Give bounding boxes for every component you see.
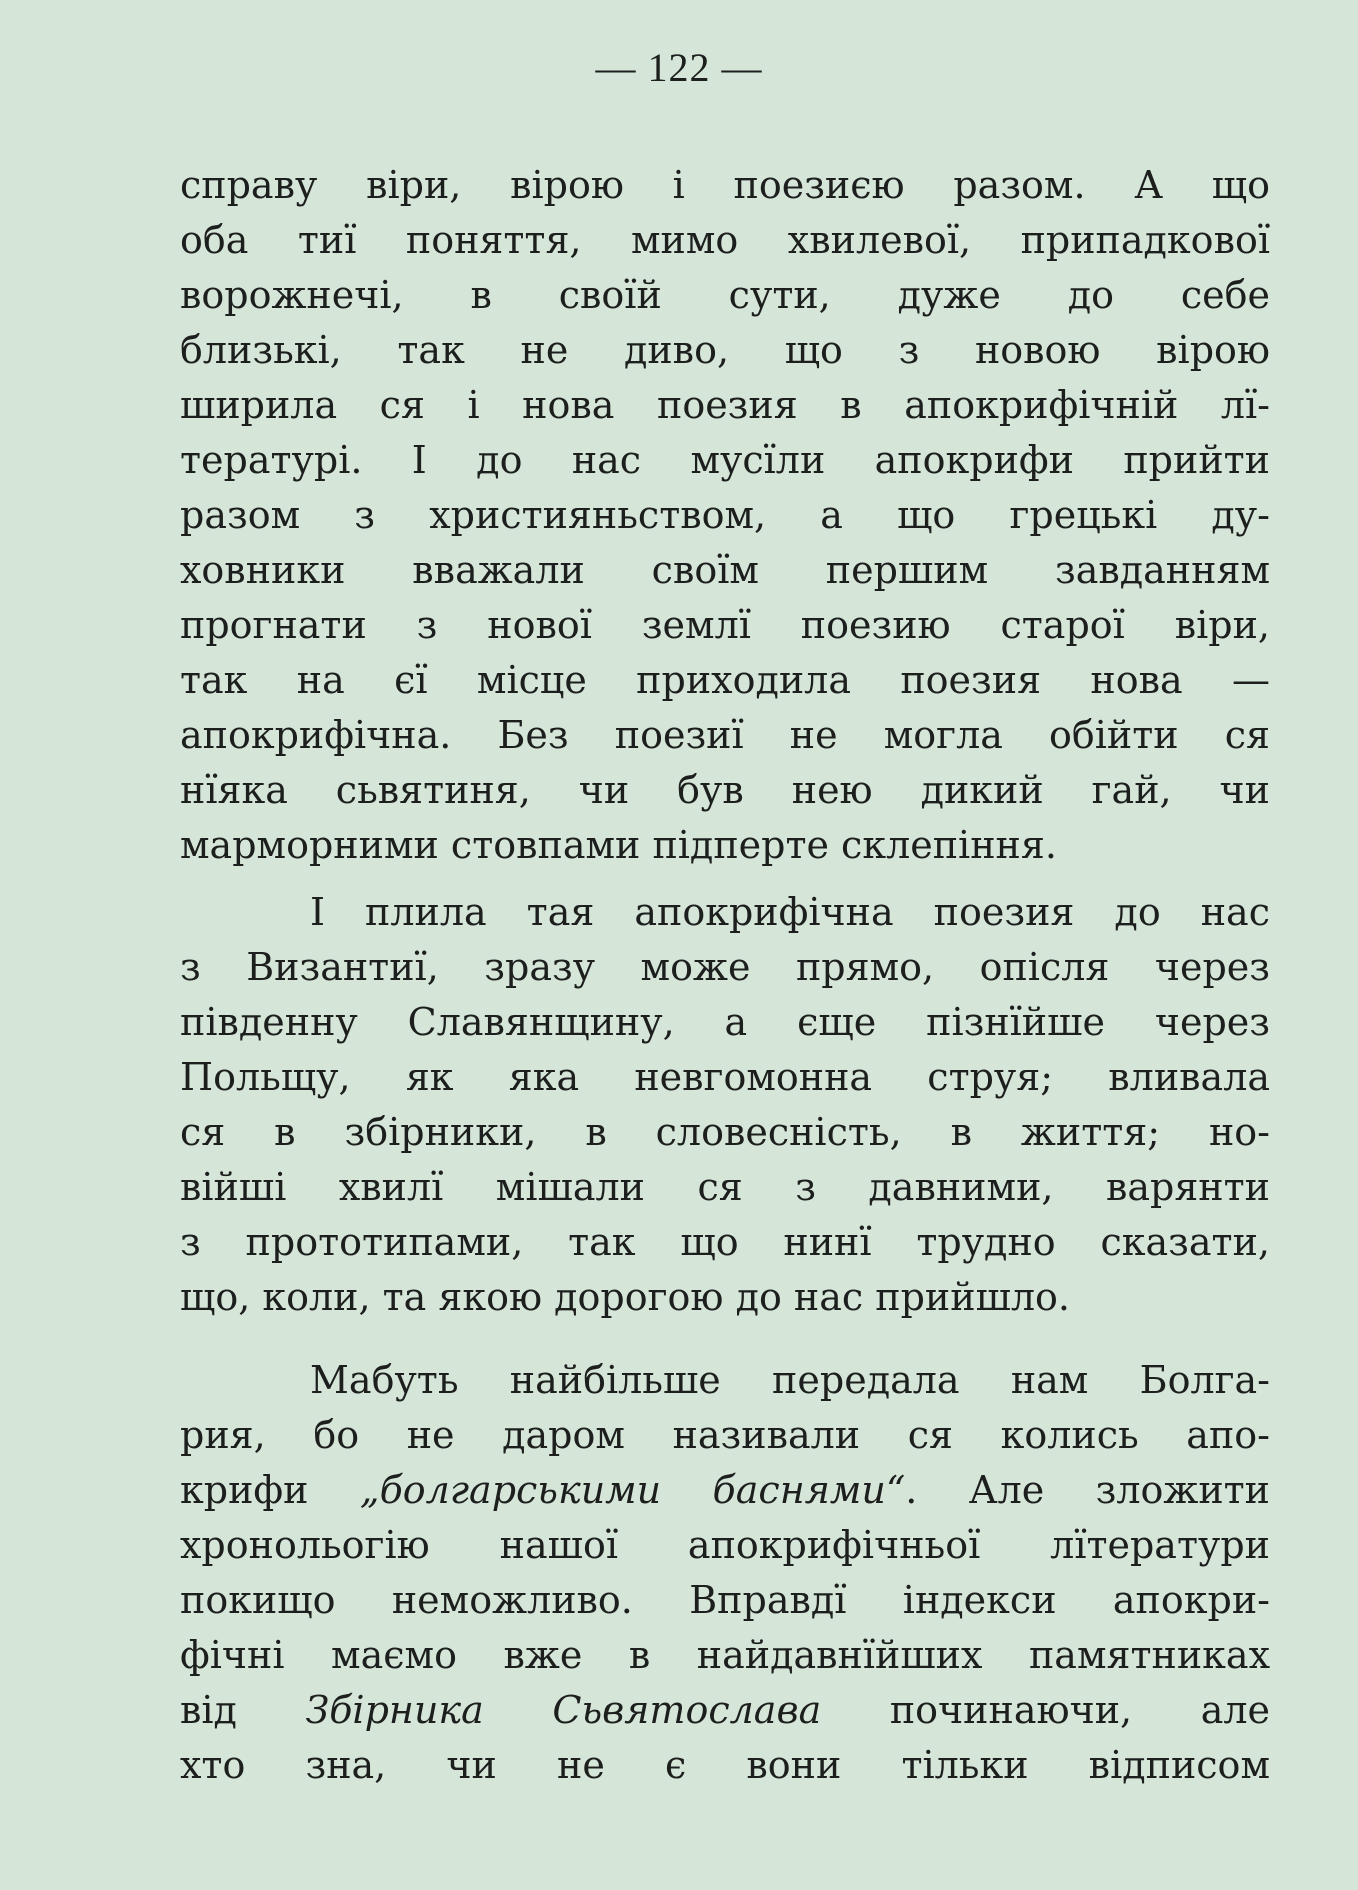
page-number: — 122 — (595, 45, 763, 90)
text-line: тературі. І до нас мусїли апокрифи прийти (180, 438, 1270, 482)
text-line: з прототипами, так що нинї трудно сказати, (180, 1220, 1270, 1264)
italic-title: Збірника Сьвятослава (305, 1688, 822, 1732)
text-line: близькі, так не диво, що з новою вірою (180, 328, 1270, 372)
text-line: разом з християньством, а що грецькі ду- (180, 493, 1270, 537)
text-line: рия, бо не даром називали ся колись апо- (180, 1413, 1270, 1457)
text-line: нїяка сьвятиня, чи був нею дикий гай, чи (180, 768, 1270, 812)
paragraph-1 (180, 158, 1270, 873)
text-segment: від (180, 1688, 306, 1732)
text-line: що, коли, та якою дорогою до нас прийшло. (180, 1275, 1070, 1319)
text-line: так на єї місце приходила поезия нова — (180, 658, 1270, 702)
text-line (180, 1683, 1270, 1738)
text-line: марморними стовпами підперте склепіння. (180, 823, 1057, 867)
text-line: Польщу, як яка невгомонна струя; вливала (180, 1055, 1270, 1099)
paragraph-2 (180, 885, 1270, 1325)
text-line: ширила ся і нова поезия в апокрифічній лї- (180, 383, 1270, 427)
text-line: ховники вважали своїм першим завданням (180, 548, 1270, 592)
italic-title: „болгарськими баснями“ (359, 1468, 906, 1512)
text-line: апокрифічна. Без поезиї не могла обійти ся (180, 713, 1270, 757)
text-line: з Византиї, зразу може прямо, опісля через (180, 945, 1270, 989)
text-segment: починаючи, але (821, 1688, 1270, 1732)
text-line: прогнати з нової землї поезию старої віри, (180, 603, 1270, 647)
paragraph-3 (180, 1353, 1270, 1793)
text-line: південну Славянщину, а єще пізнїйше через (180, 1000, 1270, 1044)
text-line: ся в збірники, в словесність, в життя; но- (180, 1110, 1270, 1154)
text-line: фічні маємо вже в найдавнїйших памятниках (180, 1633, 1270, 1677)
text-line: ворожнечі, в своїй сути, дуже до себе (180, 273, 1270, 317)
text-line (180, 1463, 1270, 1518)
text-line: Мабуть найбільше передала нам Болга- (310, 1358, 1270, 1402)
text-segment: . Але зложити (905, 1468, 1270, 1512)
text-line: справу віри, вірою і поезиєю разом. А що (180, 163, 1270, 207)
text-line: покищо неможливо. Вправдї індекси апокри- (180, 1578, 1270, 1622)
text-segment: крифи (180, 1468, 360, 1512)
text-line: І плила тая апокрифічна поезия до нас (310, 890, 1270, 934)
text-line: оба тиї поняття, мимо хвилевої, припадкової (180, 218, 1270, 262)
text-line: хронольогію нашої апокрифічньої лїтератури (180, 1523, 1270, 1567)
text-line: війші хвилї мішали ся з давними, варянти (180, 1165, 1270, 1209)
text-line: хто зна, чи не є вони тільки відписом (180, 1743, 1270, 1787)
